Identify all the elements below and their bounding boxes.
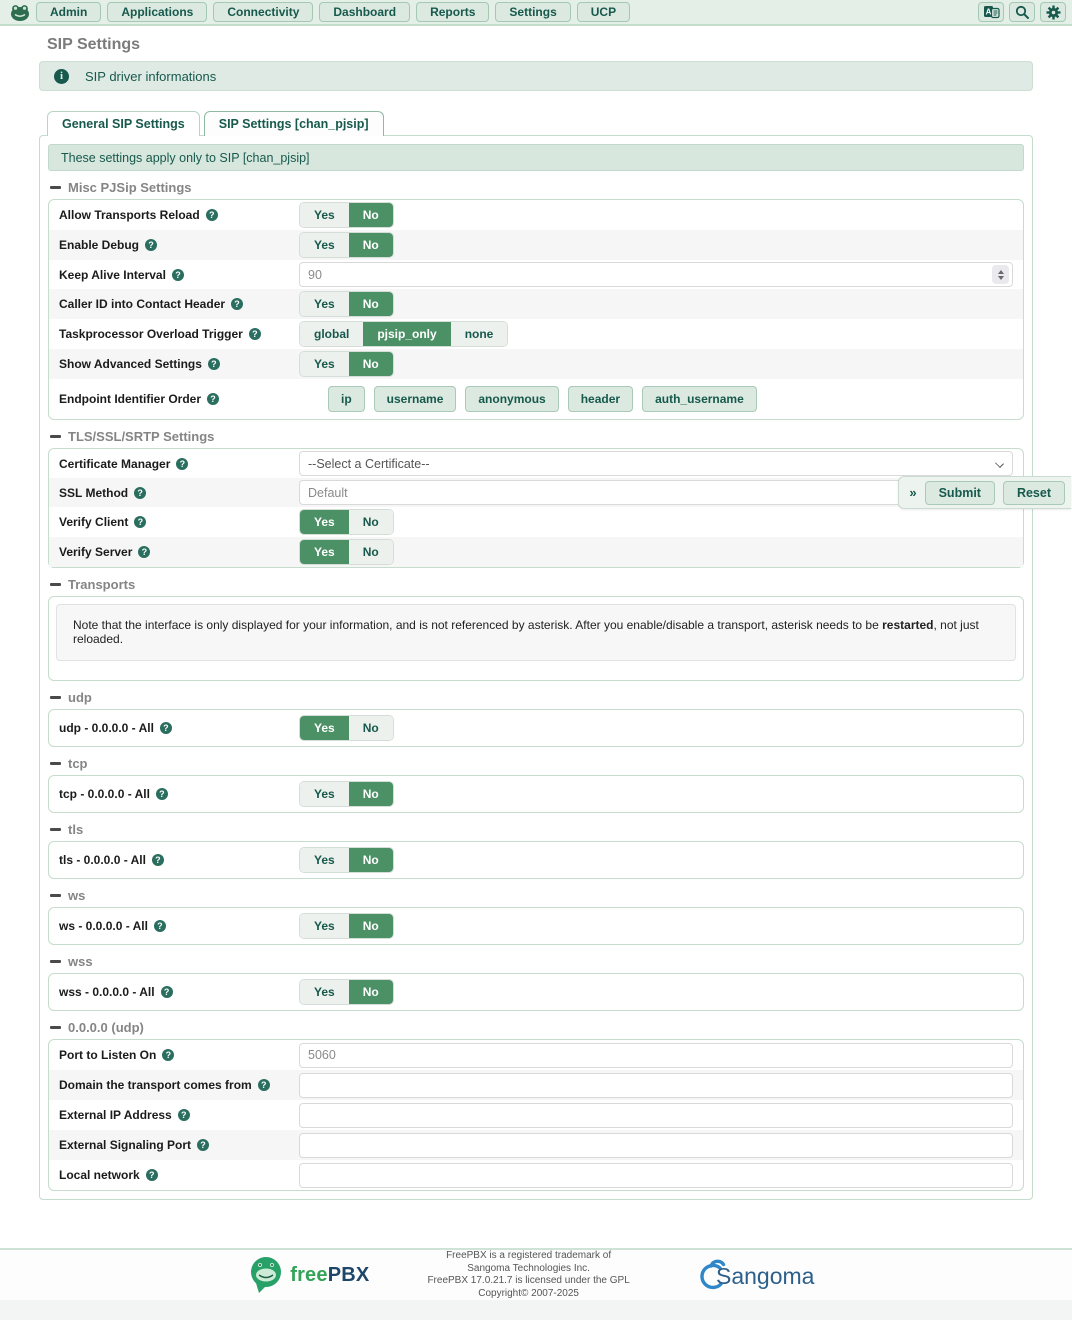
collapse-icon — [50, 696, 61, 699]
setting-row-allow-transports-reload — [49, 200, 1023, 230]
help-icon[interactable]: ? — [152, 854, 164, 866]
setting-row-callerid-contact-header — [49, 289, 1023, 319]
submit-button[interactable]: Submit — [925, 481, 995, 505]
setting-label: Taskprocessor Overload Trigger — [59, 327, 243, 341]
setting-row-taskprocessor-overload — [49, 319, 1023, 349]
tls-transport-toggle[interactable] — [299, 847, 394, 873]
collapse-icon — [50, 435, 61, 438]
footer-line: Copyright© 2007-2025 — [478, 1287, 579, 1299]
page-footer — [0, 1248, 1072, 1300]
section-ws[interactable] — [50, 888, 1024, 903]
setting-row-verify-client — [49, 507, 1023, 537]
local-network-input[interactable] — [299, 1163, 1013, 1188]
setting-row-certificate-manager — [49, 449, 1023, 478]
section-title: udp — [68, 690, 92, 705]
verify-server-toggle[interactable] — [299, 539, 394, 565]
settings-tabs — [47, 110, 1033, 135]
section-tls-ssl-srtp[interactable] — [50, 429, 1024, 444]
sangoma-logo[interactable] — [688, 1257, 824, 1293]
setting-row-wss-transport — [49, 974, 1023, 1010]
verify-client-toggle[interactable] — [299, 509, 394, 535]
nav-connectivity[interactable]: Connectivity — [213, 2, 313, 22]
toggle-no[interactable]: No — [349, 203, 393, 227]
help-icon[interactable]: ? — [249, 328, 261, 340]
wss-box — [48, 973, 1024, 1011]
setting-label: Verify Server — [59, 545, 133, 559]
note-text: , not just reloaded. — [73, 618, 979, 646]
setting-row-enable-debug — [49, 230, 1023, 260]
section-title: ws — [68, 888, 86, 903]
udp-0000-box — [48, 1039, 1024, 1191]
option-none[interactable]: none — [451, 322, 508, 346]
freepbx-logo[interactable] — [248, 1256, 369, 1294]
svg-text:A: A — [985, 7, 991, 17]
toggle-yes[interactable]: Yes — [300, 782, 349, 806]
help-icon[interactable]: ? — [231, 298, 243, 310]
section-transports[interactable] — [50, 577, 1024, 592]
option-pjsip-only[interactable]: pjsip_only — [363, 322, 450, 346]
footer-legal-text — [427, 1250, 629, 1300]
tls-transport-box — [48, 841, 1024, 879]
nav-admin[interactable]: Admin — [36, 2, 101, 22]
logo-text-pbx: PBX — [327, 1263, 370, 1286]
help-icon[interactable]: ? — [146, 1169, 158, 1181]
help-icon[interactable]: ? — [176, 458, 188, 470]
toggle-no[interactable]: No — [349, 914, 393, 938]
toggle-yes[interactable]: Yes — [300, 716, 349, 740]
section-wss[interactable] — [50, 954, 1024, 969]
setting-label: External Signaling Port — [59, 1138, 192, 1152]
collapse-icon — [50, 894, 61, 897]
info-icon: i — [54, 69, 69, 84]
setting-label: Endpoint Identifier Order — [59, 392, 202, 406]
section-tcp[interactable] — [50, 756, 1024, 771]
setting-row-external-ip — [49, 1100, 1023, 1130]
reset-button[interactable]: Reset — [1003, 481, 1065, 505]
setting-label: Allow Transports Reload — [59, 208, 200, 222]
setting-label: ws - 0.0.0.0 - All — [59, 919, 148, 933]
sangoma-logo-text: Sangoma — [715, 1263, 815, 1289]
logo-text-free: free — [290, 1263, 328, 1286]
note-bold: restarted — [882, 618, 934, 632]
setting-row-verify-server — [49, 537, 1023, 567]
nav-applications[interactable]: Applications — [107, 2, 207, 22]
port-listen-input[interactable] — [299, 1043, 1013, 1068]
toggle-no[interactable]: No — [349, 848, 393, 872]
help-icon[interactable]: ? — [134, 516, 146, 528]
pjsip-tab-pane — [39, 135, 1051, 1200]
setting-row-local-network — [49, 1160, 1023, 1190]
toggle-no[interactable]: No — [349, 782, 393, 806]
enable-debug-toggle[interactable] — [299, 232, 394, 258]
help-icon[interactable]: ? — [156, 788, 168, 800]
nav-ucp[interactable]: UCP — [577, 2, 630, 22]
allow-transports-toggle[interactable] — [299, 202, 394, 228]
setting-label: Keep Alive Interval — [59, 267, 166, 282]
help-icon[interactable]: ? — [207, 393, 219, 405]
ws-transport-toggle[interactable] — [299, 913, 394, 939]
setting-label: Verify Client — [59, 515, 129, 529]
info-alert — [39, 61, 1033, 91]
bottom-strip — [0, 1300, 1072, 1320]
toggle-yes[interactable]: Yes — [300, 233, 349, 257]
setting-label: udp - 0.0.0.0 - All — [59, 721, 154, 735]
help-icon[interactable]: ? — [172, 269, 184, 281]
setting-row-port-listen — [49, 1040, 1023, 1070]
setting-row-keep-alive-interval — [49, 260, 1023, 289]
external-signaling-port-input[interactable] — [299, 1133, 1013, 1158]
main-content — [0, 36, 1072, 1200]
setting-row-show-advanced — [49, 349, 1023, 379]
section-title: TLS/SSL/SRTP Settings — [68, 429, 215, 444]
collapse-icon — [50, 960, 61, 963]
gear-icon[interactable] — [1040, 2, 1066, 22]
nav-reports[interactable]: Reports — [416, 2, 489, 22]
help-icon[interactable]: ? — [134, 487, 146, 499]
help-icon[interactable]: ? — [258, 1079, 270, 1091]
endpoint-chip-header[interactable]: header — [568, 386, 633, 412]
section-title: Misc PJSip Settings — [68, 180, 192, 195]
pjsip-scope-note: These settings apply only to SIP [chan_pjsip] — [48, 144, 1024, 171]
setting-row-ws-transport — [49, 908, 1023, 944]
section-udp-0000[interactable] — [50, 1020, 1024, 1035]
setting-label: Port to Listen On — [59, 1048, 157, 1062]
note-text: Note that the interface is only displayed for your information, and is not referenced by asterisk. After you enable/disable a transport, asterisk needs to be — [73, 618, 883, 632]
setting-label: Local network — [59, 1168, 140, 1182]
tcp-box — [48, 775, 1024, 813]
setting-label: Certificate Manager — [59, 456, 171, 471]
help-icon[interactable]: ? — [154, 920, 166, 932]
setting-label: Enable Debug — [59, 238, 140, 252]
misc-pjsip-box — [48, 199, 1024, 420]
help-icon[interactable]: ? — [161, 986, 173, 998]
tab-general-sip-settings[interactable]: General SIP Settings — [47, 111, 200, 136]
toggle-no[interactable]: No — [349, 716, 393, 740]
help-icon[interactable]: ? — [145, 239, 157, 251]
toggle-yes[interactable]: Yes — [300, 540, 349, 564]
keep-alive-interval-input[interactable] — [299, 262, 1013, 287]
collapse-icon — [50, 828, 61, 831]
setting-row-tcp-transport — [49, 776, 1023, 812]
info-alert-text: SIP driver informations — [85, 68, 217, 84]
option-global[interactable]: global — [300, 322, 363, 346]
setting-label: tls - 0.0.0.0 - All — [59, 853, 146, 867]
endpoint-order-list — [328, 381, 757, 417]
setting-label: Caller ID into Contact Header — [59, 297, 226, 311]
taskprocessor-overload-toggle[interactable] — [299, 321, 508, 347]
endpoint-chip-ip[interactable]: ip — [328, 386, 365, 412]
help-icon[interactable]: ? — [138, 546, 150, 558]
endpoint-chip-anonymous[interactable]: anonymous — [465, 386, 558, 412]
domain-transport-input[interactable] — [299, 1073, 1013, 1098]
setting-label: External IP Address — [59, 1108, 172, 1122]
toggle-yes[interactable]: Yes — [300, 292, 349, 316]
select-value: --Select a Certificate-- — [308, 456, 430, 471]
toggle-no[interactable]: No — [349, 352, 393, 376]
udp-transport-toggle[interactable] — [299, 715, 394, 741]
footer-line: Sangoma Technologies Inc. — [467, 1262, 590, 1274]
section-udp[interactable] — [50, 690, 1024, 705]
setting-label: wss - 0.0.0.0 - All — [59, 985, 155, 999]
certificate-manager-select[interactable] — [299, 451, 1013, 476]
number-spinner[interactable] — [992, 265, 1009, 284]
toggle-no[interactable]: No — [349, 233, 393, 257]
setting-row-endpoint-identifier-order — [49, 379, 1023, 419]
toggle-no[interactable]: No — [349, 292, 393, 316]
nav-settings[interactable]: Settings — [495, 2, 570, 22]
external-ip-input[interactable] — [299, 1103, 1013, 1128]
collapse-icon — [50, 1026, 61, 1029]
section-title: Transports — [68, 577, 136, 592]
help-icon[interactable]: ? — [206, 209, 218, 221]
toggle-yes[interactable]: Yes — [300, 203, 349, 227]
language-icon[interactable] — [978, 2, 1004, 22]
toggle-no[interactable]: No — [349, 540, 393, 564]
callerid-contact-toggle[interactable] — [299, 291, 394, 317]
page-title: SIP Settings — [47, 36, 141, 53]
setting-label: Domain the transport comes from — [59, 1078, 252, 1092]
chevron-down-icon — [995, 459, 1004, 468]
tls-ssl-srtp-box — [48, 448, 1051, 568]
setting-label: SSL Method — [59, 485, 129, 500]
setting-row-ssl-method — [49, 478, 1023, 507]
freepbx-logo-mark — [248, 1256, 284, 1294]
tcp-transport-toggle[interactable] — [299, 781, 394, 807]
help-icon[interactable]: ? — [162, 1049, 174, 1061]
toggle-yes[interactable]: Yes — [300, 510, 349, 534]
toggle-yes[interactable]: Yes — [300, 848, 349, 872]
help-icon[interactable]: ? — [160, 722, 172, 734]
toggle-yes[interactable]: Yes — [300, 352, 349, 376]
section-title: 0.0.0.0 (udp) — [68, 1020, 144, 1035]
setting-row-tls-transport — [49, 842, 1023, 878]
section-misc-pjsip[interactable] — [50, 180, 1024, 195]
footer-line: FreePBX 17.0.21.7 is licensed under the GPL — [427, 1275, 630, 1286]
setting-label: Show Advanced Settings — [59, 357, 202, 371]
tab-sip-settings-chan-pjsip[interactable]: SIP Settings [chan_pjsip] — [204, 111, 384, 136]
setting-row-domain-transport — [49, 1070, 1023, 1100]
footer-line: FreePBX is a registered trademark of — [446, 1250, 612, 1261]
setting-label: tcp - 0.0.0.0 - All — [59, 787, 150, 801]
collapse-icon — [50, 186, 61, 189]
freepbx-frog-icon[interactable] — [10, 4, 30, 21]
help-icon[interactable]: ? — [208, 358, 220, 370]
transports-box — [48, 596, 1024, 681]
transports-note — [56, 604, 1016, 661]
setting-row-external-signaling-port — [49, 1130, 1023, 1160]
endpoint-chip-auth-username[interactable]: auth_username — [642, 386, 757, 412]
section-title: tls — [68, 822, 84, 837]
section-tls[interactable] — [50, 822, 1024, 837]
setting-row-udp-transport — [49, 710, 1023, 746]
toggle-no[interactable]: No — [349, 980, 393, 1004]
wss-transport-toggle[interactable] — [299, 979, 394, 1005]
endpoint-chip-username[interactable]: username — [374, 386, 457, 412]
toggle-no[interactable]: No — [349, 510, 393, 534]
udp-box — [48, 709, 1024, 747]
search-icon[interactable] — [1009, 2, 1035, 22]
ws-box — [48, 907, 1024, 945]
collapse-bar-icon[interactable]: » — [909, 485, 917, 500]
help-icon[interactable]: ? — [197, 1139, 209, 1151]
section-title: tcp — [68, 756, 88, 771]
show-advanced-toggle[interactable] — [299, 351, 394, 377]
section-title: wss — [68, 954, 93, 969]
floating-action-bar — [898, 476, 1071, 509]
help-icon[interactable]: ? — [178, 1109, 190, 1121]
top-navbar — [0, 0, 1072, 26]
nav-dashboard[interactable]: Dashboard — [319, 2, 410, 22]
collapse-icon — [50, 583, 61, 586]
toggle-yes[interactable]: Yes — [300, 980, 349, 1004]
collapse-icon — [50, 762, 61, 765]
toggle-yes[interactable]: Yes — [300, 914, 349, 938]
